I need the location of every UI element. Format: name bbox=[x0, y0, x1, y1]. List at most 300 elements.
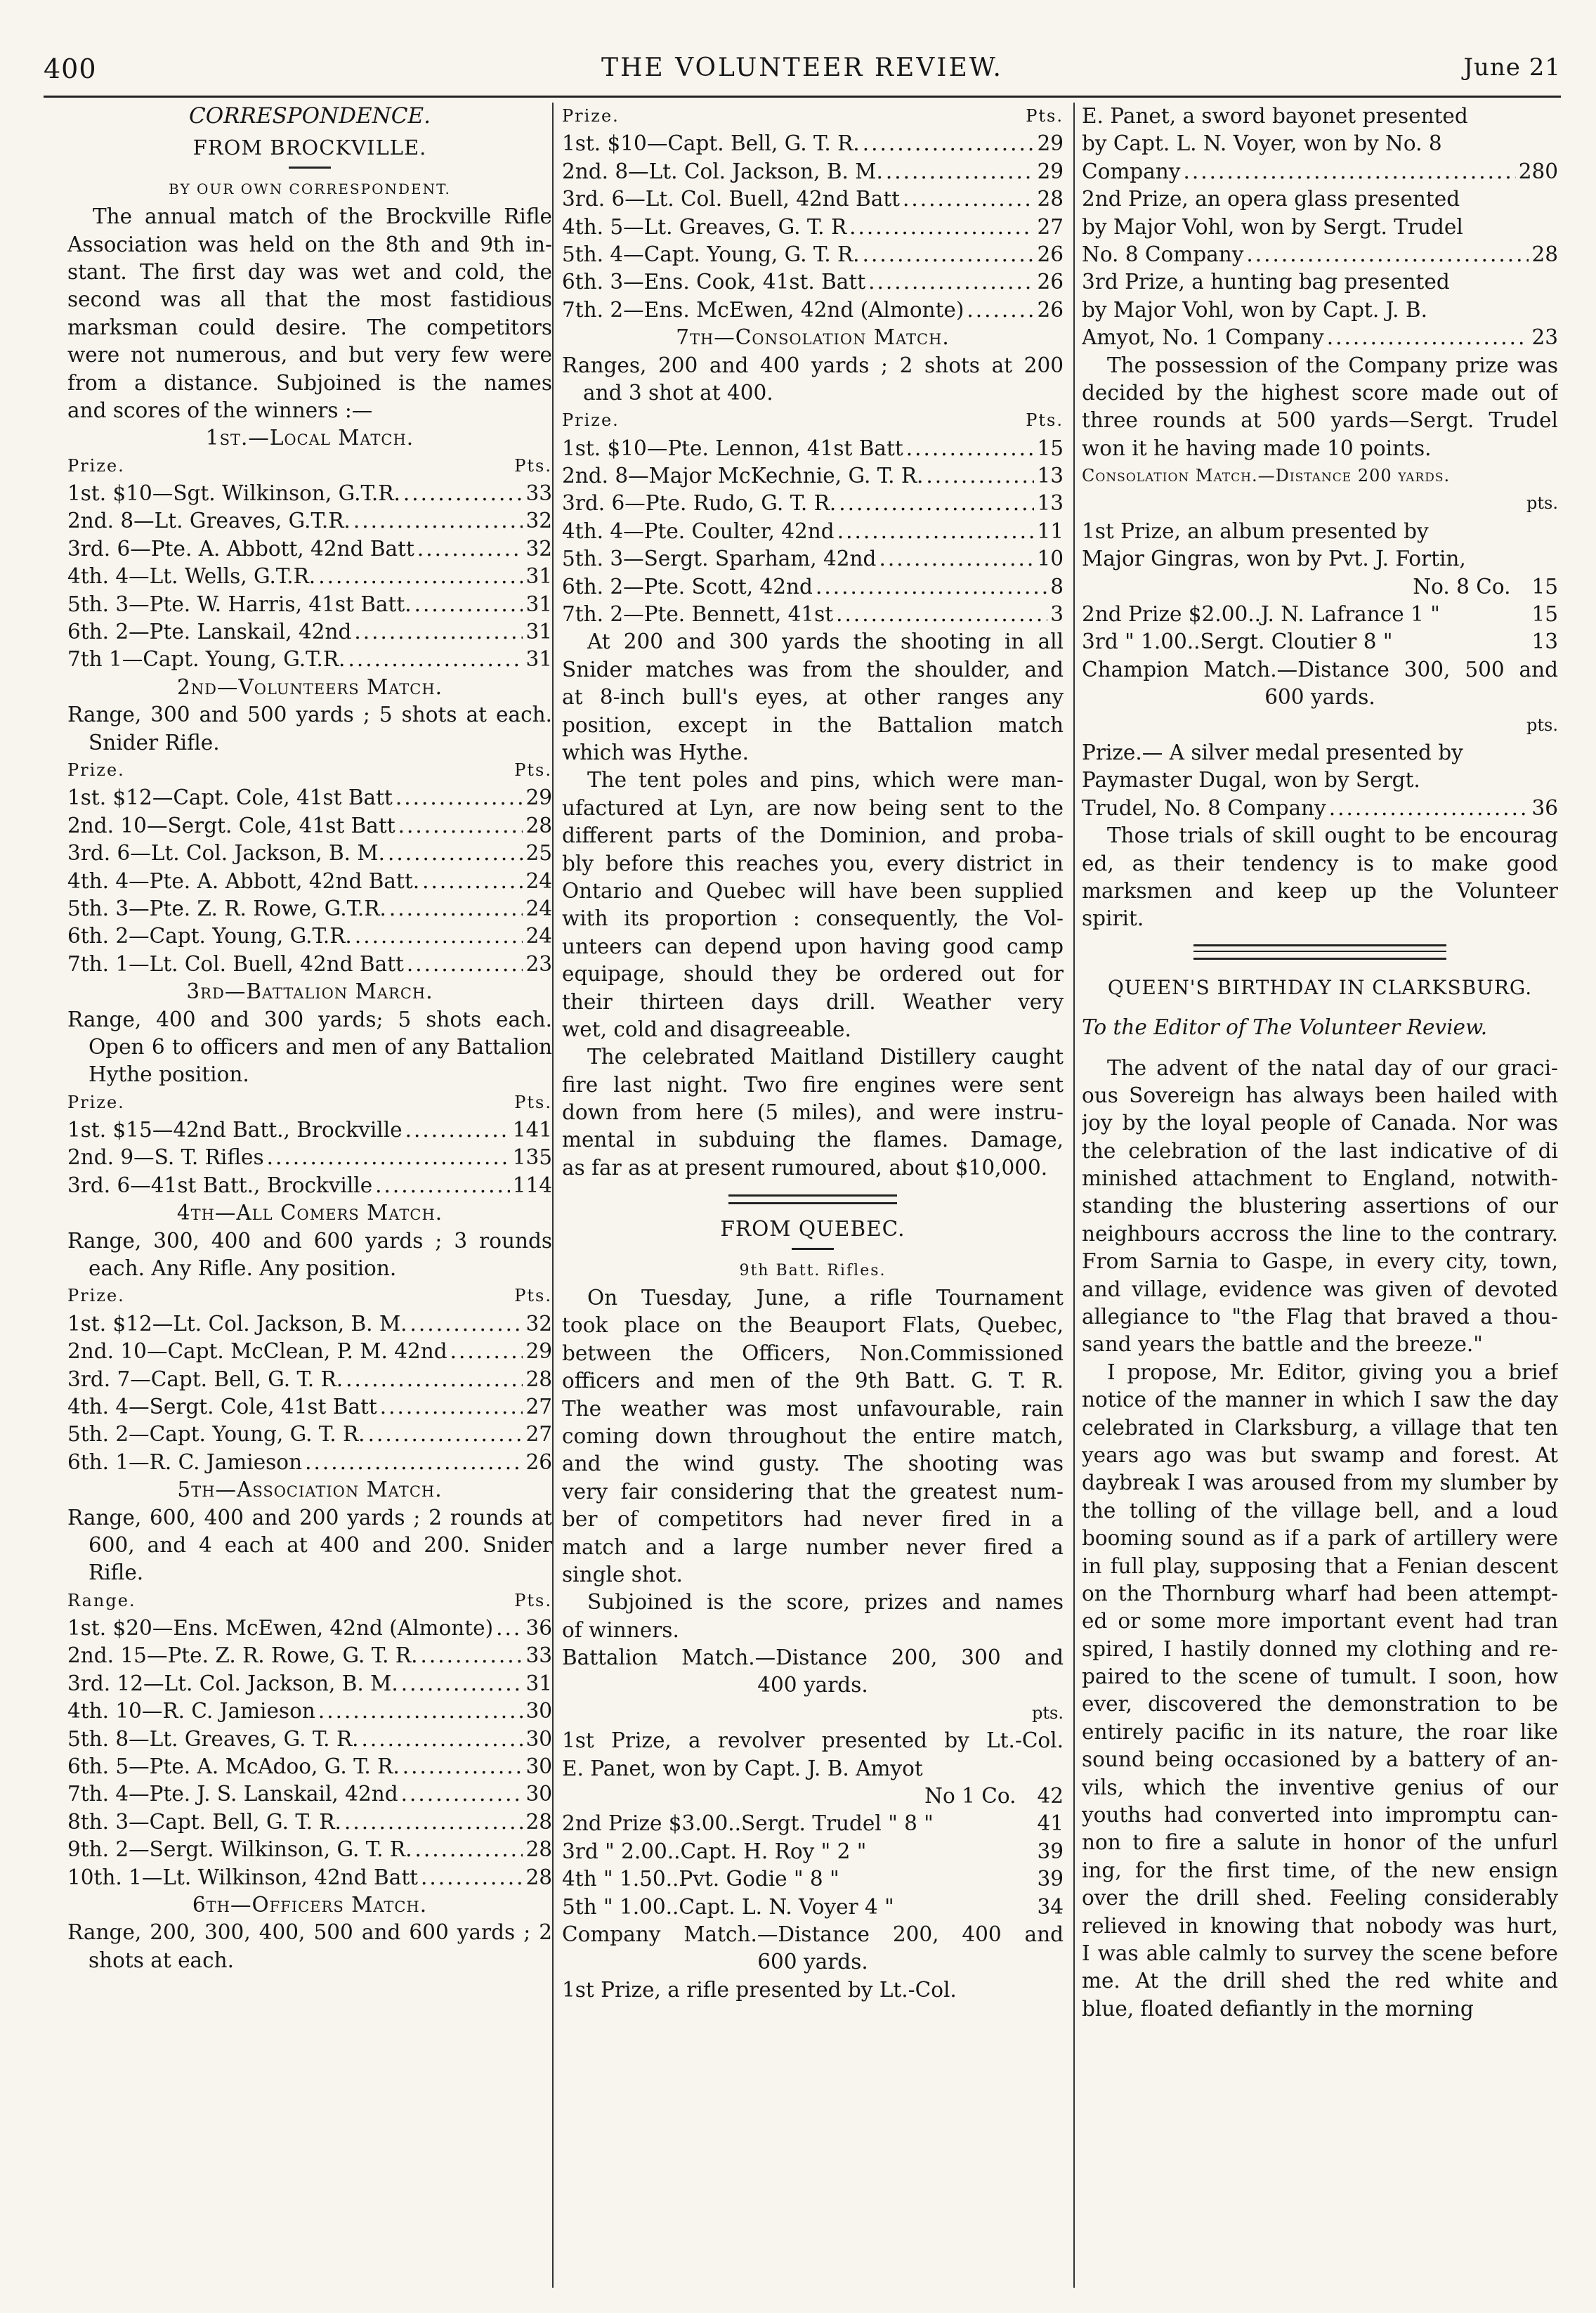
results-table bbox=[562, 130, 1064, 324]
entry-points: 31 bbox=[525, 1671, 552, 1695]
table-row bbox=[562, 214, 1064, 241]
text-line: booming sound as if a park of artillery were bbox=[1082, 1526, 1558, 1551]
entry-points: 28 bbox=[525, 1837, 552, 1862]
text-line: shots at each. bbox=[89, 1948, 235, 1972]
dot-leader bbox=[421, 1864, 523, 1891]
table-header: Prize. Pts. bbox=[67, 455, 552, 476]
entry-points: 39 bbox=[1037, 1839, 1064, 1863]
paragraph bbox=[562, 628, 1064, 767]
dot-leader bbox=[375, 1172, 510, 1199]
entry-label: Paymaster Dugal, won by Sergt. bbox=[1082, 768, 1420, 793]
dot-leader bbox=[1246, 241, 1529, 268]
header-rule bbox=[44, 96, 1561, 98]
spacer bbox=[1463, 214, 1558, 241]
entry-points: 29 bbox=[525, 786, 552, 810]
entry-label: 1st. $20—Ens. McEwen, 42nd (Almonte) bbox=[67, 1616, 494, 1641]
entry-points: 26 bbox=[1037, 270, 1064, 294]
article-subtitle: 9th Batt. Rifles. bbox=[739, 1261, 887, 1279]
text-line: match and a large number never fired a bbox=[562, 1535, 1064, 1559]
text-line: The annual match of the Brockville Rifle bbox=[93, 204, 552, 229]
entry-label: 4th. 4—Lt. Wells, G.T.R. bbox=[67, 564, 316, 589]
entry-points: 15 bbox=[1531, 574, 1558, 599]
entry-label: 7th 1—Capt. Young, G.T.R. bbox=[67, 647, 346, 672]
entry-points: 26 bbox=[525, 1449, 552, 1474]
text-line: allegiance to "the Flag that braved a thou- bbox=[1082, 1305, 1558, 1329]
text-line: and scores of the winners :— bbox=[67, 398, 373, 422]
text-line: at 8-inch bull's eyes, at other ranges any bbox=[562, 685, 1064, 710]
prize-row bbox=[1082, 573, 1558, 601]
spacer bbox=[1442, 130, 1558, 157]
results-table bbox=[67, 1615, 552, 1891]
entry-points: 8 bbox=[1050, 574, 1064, 599]
dot-leader bbox=[398, 812, 523, 840]
text-line: in full play, supposing that a Fenian descent bbox=[1082, 1553, 1558, 1578]
entry-points: 280 bbox=[1518, 159, 1558, 183]
points-label: pts. bbox=[1526, 493, 1558, 514]
prize-row bbox=[1082, 268, 1558, 296]
text-line: ing, for the first time, of the new ensign bbox=[1082, 1858, 1558, 1882]
entry-label: 2nd Prize, an opera glass presented bbox=[1082, 187, 1460, 211]
text-line: the tolling of the village bell, and a loud bbox=[1082, 1498, 1558, 1523]
prize-row bbox=[1082, 767, 1558, 794]
text-line: single shot. bbox=[562, 1562, 683, 1586]
entry-points: 13 bbox=[1037, 464, 1064, 488]
entry-label: 1st. $10—Sgt. Wilkinson, G.T.R. bbox=[67, 481, 400, 506]
match-title: 4th—All Comers Match. bbox=[176, 1201, 443, 1225]
dot-leader bbox=[395, 784, 523, 812]
text-line: ed or some more important event had tran bbox=[1082, 1609, 1558, 1634]
entry-label: 3rd. 12—Lt. Col. Jackson, B. M. bbox=[67, 1671, 398, 1695]
text-line: The advent of the natal day of our graci- bbox=[1107, 1055, 1558, 1080]
table-row bbox=[562, 518, 1064, 545]
entry-points: 30 bbox=[525, 1699, 552, 1724]
prize-table bbox=[1082, 518, 1558, 656]
table-header: Prize. Pts. bbox=[562, 106, 1064, 126]
entry-label: 7th. 1—Lt. Col. Buell, 42nd Batt bbox=[67, 951, 404, 976]
entry-points: 28 bbox=[1531, 242, 1558, 266]
table-row bbox=[67, 951, 552, 978]
entry-label: 2nd. 10—Sergt. Cole, 41st Batt bbox=[67, 813, 395, 838]
text-line: blue, floated defiantly in the morning bbox=[1082, 1996, 1474, 2021]
entry-label: 5th. 4—Capt. Young, G. T. R. bbox=[562, 242, 860, 266]
table-row bbox=[67, 1670, 552, 1698]
table-header: Prize. Pts. bbox=[562, 410, 1064, 431]
entry-points: 30 bbox=[525, 1782, 552, 1806]
entry-label: 3rd. 6—Lt. Col. Jackson, B. M. bbox=[67, 841, 385, 866]
text-line: The possession of the Company prize was bbox=[1107, 353, 1558, 377]
prize-row bbox=[1082, 158, 1558, 185]
text-line: fire last night. Two fire engines were sent bbox=[562, 1072, 1064, 1097]
entry-points: 30 bbox=[525, 1726, 552, 1751]
text-line: The weather was most unfavourable, rain bbox=[562, 1396, 1064, 1421]
text-line: Company Match.—Distance 200, 400 and bbox=[562, 1922, 1064, 1946]
table-row bbox=[67, 1310, 552, 1338]
entry-label: 3rd. 6—Lt. Col. Buell, 42nd Batt bbox=[562, 187, 901, 211]
text-line: three rounds at 500 yards—Sergt. Trudel bbox=[1082, 408, 1558, 433]
text-line: unteers can depend upon having good camp bbox=[562, 934, 1064, 958]
entry-label: 4th " 1.50..Pvt. Godie " 8 " bbox=[562, 1867, 839, 1891]
entry-label: Trudel, No. 8 Company bbox=[1082, 795, 1326, 820]
entry-points: 114 bbox=[512, 1173, 552, 1197]
entry-label: 2nd. 9—S. T. Rifles bbox=[67, 1145, 264, 1170]
entry-points: 13 bbox=[1531, 630, 1558, 654]
text-line: At 200 and 300 yards the shooting in all bbox=[587, 630, 1064, 654]
prize-row bbox=[1082, 601, 1558, 628]
dot-leader bbox=[422, 868, 523, 895]
prize-row bbox=[1082, 297, 1558, 324]
dot-leader bbox=[496, 1615, 523, 1642]
text-line: and the wind gusty. The shooting was bbox=[562, 1452, 1064, 1476]
dot-leader bbox=[836, 601, 1047, 628]
dot-leader bbox=[267, 1144, 510, 1171]
table-row bbox=[67, 1393, 552, 1421]
dot-leader bbox=[389, 895, 523, 923]
entry-points: 31 bbox=[525, 647, 552, 672]
byline: BY OUR OWN CORRESPONDENT. bbox=[169, 180, 451, 197]
entry-points: 29 bbox=[1037, 159, 1064, 183]
dot-leader bbox=[318, 1698, 523, 1725]
table-row bbox=[67, 1421, 552, 1448]
dot-leader bbox=[450, 1338, 523, 1365]
intro-paragraph bbox=[67, 203, 552, 424]
paragraph bbox=[1082, 1055, 1558, 1359]
text-line: their thirteen days drill. Weather very bbox=[562, 989, 1064, 1014]
entry-points: 31 bbox=[525, 620, 552, 644]
dot-leader bbox=[903, 185, 1034, 213]
entry-label: 1st. $15—42nd Batt., Brockville bbox=[67, 1118, 403, 1142]
table-row bbox=[67, 1366, 552, 1393]
entry-label: 1st Prize, an album presented by bbox=[1082, 519, 1429, 543]
running-head bbox=[44, 51, 1561, 94]
text-line: E. Panet, won by Capt. J. B. Amyot bbox=[562, 1756, 923, 1780]
entry-points: 15 bbox=[1531, 602, 1558, 627]
prize-table bbox=[1082, 739, 1558, 822]
text-line: and 3 shot at 400. bbox=[583, 380, 773, 405]
table-row bbox=[67, 618, 552, 646]
dot-leader bbox=[849, 214, 1034, 241]
table-header: Prize. Pts. bbox=[67, 760, 552, 780]
dot-leader bbox=[1329, 795, 1529, 822]
text-line: on the Thornburg wharf had been attempt- bbox=[1082, 1581, 1558, 1605]
text-line: won it he having made 10 points. bbox=[1082, 436, 1432, 460]
text-line: Subjoined is the score, prizes and names bbox=[587, 1590, 1064, 1615]
entry-label: 3rd " 1.00..Sergt. Cloutier 8 " bbox=[1082, 630, 1393, 654]
dot-leader bbox=[879, 545, 1034, 573]
entry-points: 141 bbox=[512, 1118, 552, 1142]
match-description: Consolation Match.—Distance 200 yards. bbox=[1082, 466, 1451, 486]
entry-points: 24 bbox=[525, 896, 552, 920]
table-row bbox=[562, 435, 1064, 462]
dot-leader bbox=[863, 241, 1035, 268]
text-line: Range, 300 and 500 yards ; 5 shots at each. bbox=[67, 703, 552, 727]
entry-label: 6th. 5—Pte. A. McAdoo, G. T. R. bbox=[67, 1754, 400, 1779]
spacer bbox=[1468, 103, 1558, 130]
text-line: ed, as their tendency is to make good bbox=[1082, 851, 1558, 875]
text-line: 400 yards. bbox=[757, 1673, 868, 1698]
points-label: pts. bbox=[1526, 715, 1558, 735]
text-line: marksman could desire. The competitors bbox=[67, 315, 552, 339]
text-line: I propose, Mr. Editor, giving you a brief bbox=[1107, 1360, 1558, 1384]
match-description bbox=[67, 1006, 552, 1089]
spacer bbox=[1440, 601, 1532, 628]
text-line: 600, and 4 each at 400 and 200. Snider bbox=[89, 1532, 552, 1557]
text-line: On Tuesday, June, a rifle Tournament bbox=[587, 1286, 1064, 1310]
entry-label: 2nd Prize $3.00..Sergt. Trudel " 8 " bbox=[562, 1811, 934, 1836]
table-row bbox=[67, 646, 552, 673]
text-line: ous Sovereign has always been hailed with bbox=[1082, 1083, 1558, 1107]
dot-leader bbox=[926, 462, 1034, 490]
spacer bbox=[1466, 545, 1558, 573]
issue-date: June 21 bbox=[1463, 53, 1561, 82]
table-row bbox=[67, 1780, 552, 1808]
table-row bbox=[562, 297, 1064, 324]
table-row bbox=[67, 923, 552, 950]
text-line: which was Hythe. bbox=[562, 740, 750, 764]
text-line: wet, cold and disagreeable. bbox=[562, 1017, 851, 1041]
results-table bbox=[67, 1310, 552, 1476]
table-row bbox=[562, 462, 1064, 490]
text-line: Those trials of skill ought to be encourag bbox=[1107, 823, 1558, 848]
text-line: ever, discovered the demonstration to be bbox=[1082, 1692, 1558, 1716]
text-line: The celebrated Maitland Distillery caught bbox=[587, 1045, 1064, 1069]
entry-label: 3rd. 7—Capt. Bell, G. T. R. bbox=[67, 1367, 344, 1391]
entry-label: 7th. 4—Pte. J. S. Lanskail, 42nd bbox=[67, 1782, 398, 1806]
prize-row bbox=[1082, 518, 1558, 545]
text-line: second was all that the most fastidious bbox=[67, 287, 552, 312]
results-table bbox=[562, 435, 1064, 629]
table-row bbox=[67, 784, 552, 812]
title-rule bbox=[792, 1248, 834, 1250]
table-row bbox=[562, 545, 1064, 573]
table-row bbox=[67, 1338, 552, 1365]
text-line: ber of competitors had never fired in a bbox=[562, 1507, 1064, 1532]
section-title: CORRESPONDENCE. bbox=[189, 103, 431, 129]
entry-points: 28 bbox=[525, 1865, 552, 1889]
text-line: entirely pacific in its nature, the roar like bbox=[1082, 1719, 1558, 1744]
text-line: 1st Prize, a revolver presented by Lt.-Col. bbox=[562, 1728, 1064, 1753]
dot-leader bbox=[863, 130, 1035, 157]
text-line: paired to the scene of tumult. I soon, how bbox=[1082, 1664, 1558, 1689]
entry-points: 26 bbox=[1037, 297, 1064, 322]
dot-leader bbox=[906, 435, 1035, 462]
entry-label: 6th. 2—Capt. Young, G.T.R. bbox=[67, 924, 352, 949]
dot-leader bbox=[401, 1670, 523, 1698]
prize-row bbox=[1082, 185, 1558, 213]
table-row bbox=[562, 490, 1064, 517]
publication-title: THE VOLUNTEER REVIEW. bbox=[601, 53, 1003, 82]
table-row bbox=[67, 840, 552, 867]
text-line: The tent poles and pins, which were man- bbox=[587, 768, 1064, 793]
entry-label: 3rd " 2.00..Capt. H. Roy " 2 " bbox=[562, 1839, 867, 1863]
match-description bbox=[562, 352, 1064, 408]
text-line: Snider Rifle. bbox=[89, 730, 220, 755]
prize-row bbox=[1082, 103, 1558, 130]
spacer bbox=[1463, 739, 1558, 767]
entry-label: by Capt. L. N. Voyer, won by No. 8 bbox=[1082, 131, 1442, 156]
text-line: and village, evidence was given of devoted bbox=[1082, 1277, 1558, 1301]
dot-leader bbox=[414, 591, 523, 618]
entry-points: 27 bbox=[525, 1394, 552, 1419]
table-row bbox=[67, 868, 552, 895]
entry-label: 4th. 4—Pte. Coulter, 42nd bbox=[562, 519, 835, 543]
text-line: Association was held on the 8th and 9th in- bbox=[67, 232, 552, 256]
entry-label: Prize.— A silver medal presented by bbox=[1082, 740, 1463, 764]
entry-points: 11 bbox=[1037, 519, 1064, 543]
text-line: spired, I hastily donned my clothing and re- bbox=[1082, 1636, 1558, 1661]
match-title: 5th—Association Match. bbox=[177, 1478, 443, 1502]
column-2 bbox=[562, 103, 1064, 2288]
entry-points: 36 bbox=[1531, 795, 1558, 820]
text-line: each. Any Rifle. Any position. bbox=[89, 1256, 397, 1281]
entry-points: 26 bbox=[1037, 242, 1064, 266]
text-line: the celebration of the last indicative of di bbox=[1082, 1138, 1558, 1163]
match-title: 2nd—Volunteers Match. bbox=[176, 675, 443, 699]
paragraph bbox=[1082, 352, 1558, 463]
table-row bbox=[67, 1449, 552, 1476]
title-rule bbox=[289, 167, 331, 169]
text-line: between the Officers, Non.Commissioned bbox=[562, 1341, 1064, 1365]
entry-points: 34 bbox=[1037, 1894, 1064, 1919]
prize-row bbox=[1082, 795, 1558, 822]
entry-label: 7th. 2—Ens. McEwen, 42nd (Almonte) bbox=[562, 297, 964, 322]
text-line: took place on the Beauport Flats, Quebec, bbox=[562, 1313, 1064, 1338]
dot-leader bbox=[415, 1836, 523, 1863]
spacer bbox=[1393, 628, 1532, 656]
entry-points: 10 bbox=[1037, 547, 1064, 571]
entry-label: Company bbox=[1082, 159, 1181, 183]
entry-label: 3rd. 6—41st Batt., Brockville bbox=[67, 1173, 373, 1197]
text-line: Ontario and Quebec will have been supplied bbox=[562, 878, 1064, 903]
table-header: Prize. Pts. bbox=[67, 1092, 552, 1112]
table-row bbox=[67, 1116, 552, 1144]
spacer bbox=[866, 1838, 1037, 1865]
entry-label: 2nd. 15—Pte. Z. R. Rowe, G. T. R. bbox=[67, 1643, 418, 1668]
dot-leader bbox=[353, 507, 523, 535]
prize-table bbox=[1082, 103, 1558, 352]
text-line: different parts of the Dominion, and proba- bbox=[562, 823, 1064, 848]
text-line: spirit. bbox=[1082, 906, 1144, 931]
text-line: Range, 400 and 300 yards; 5 shots each. bbox=[67, 1007, 552, 1031]
column-1 bbox=[67, 103, 552, 2288]
text-line: neighbours accross the line to the contrary. bbox=[1082, 1221, 1558, 1246]
dot-leader bbox=[305, 1449, 523, 1476]
paragraph bbox=[1082, 822, 1558, 933]
match-description bbox=[562, 1921, 1064, 1976]
spacer bbox=[934, 1810, 1038, 1837]
table-row bbox=[67, 563, 552, 590]
column-rule-2 bbox=[1073, 103, 1075, 2288]
dot-leader bbox=[403, 1753, 523, 1780]
entry-label: 6th. 1—R. C. Jamieson bbox=[67, 1449, 303, 1474]
entry-label: 5th. 8—Lt. Greaves, G. T. R. bbox=[67, 1726, 359, 1751]
match-title: 1st.—Local Match. bbox=[205, 426, 414, 450]
table-row bbox=[67, 1809, 552, 1836]
table-row bbox=[67, 535, 552, 563]
table-row bbox=[67, 480, 552, 507]
text-line: decided by the highest score made out of bbox=[1082, 380, 1558, 405]
dot-leader bbox=[354, 618, 523, 646]
match-description bbox=[1082, 656, 1558, 712]
text-line: Champion Match.—Distance 300, 500 and bbox=[1082, 657, 1558, 682]
entry-points: 29 bbox=[525, 1339, 552, 1364]
paragraph bbox=[562, 1043, 1064, 1182]
dot-leader bbox=[344, 1809, 523, 1836]
results-table bbox=[67, 1116, 552, 1199]
text-line: of winners. bbox=[562, 1617, 679, 1642]
dot-leader bbox=[405, 1116, 510, 1144]
entry-points: 41 bbox=[1037, 1811, 1064, 1836]
text-line: Rifle. bbox=[89, 1561, 144, 1585]
prize-entry bbox=[562, 1727, 1064, 1783]
dot-leader bbox=[362, 1726, 523, 1753]
dot-leader bbox=[886, 158, 1035, 185]
entry-label: 4th. 5—Lt. Greaves, G. T. R bbox=[562, 214, 847, 239]
entry-label: 5th. 3—Sergt. Sparham, 42nd bbox=[562, 547, 877, 571]
table-header: Prize. Pts. bbox=[67, 1286, 552, 1306]
table-row bbox=[562, 185, 1064, 213]
table-row bbox=[562, 573, 1064, 601]
table-row bbox=[562, 268, 1064, 296]
entry-points: 29 bbox=[1037, 131, 1064, 156]
dot-leader bbox=[420, 1642, 523, 1669]
entry-points: 28 bbox=[525, 1367, 552, 1391]
points-label: pts. bbox=[1032, 1702, 1064, 1723]
text-line: I was able calmly to survey the scene before bbox=[1082, 1941, 1558, 1965]
match-title: 6th—Officers Match. bbox=[192, 1893, 428, 1917]
entry-label: No. 8 Co. bbox=[1413, 574, 1511, 599]
entry-label: 1st. $12—Capt. Cole, 41st Batt bbox=[67, 786, 393, 810]
table-row bbox=[67, 1698, 552, 1725]
dot-leader bbox=[318, 563, 523, 590]
prize-row bbox=[1082, 545, 1558, 573]
text-line: Open 6 to officers and men of any Battalion bbox=[89, 1034, 552, 1059]
text-line: with its proportion : consequently, the Vol- bbox=[562, 906, 1064, 931]
text-line: ufactured at Lyn, are now being sent to the bbox=[562, 795, 1064, 820]
entry-label: 6th. 2—Pte. Lanskail, 42nd bbox=[67, 620, 352, 644]
entry-label: 3rd. 6—Pte. A. Abbott, 42nd Batt bbox=[67, 536, 414, 561]
column-rule-1 bbox=[552, 103, 554, 2288]
entry-label: 4th. 10—R. C. Jamieson bbox=[67, 1699, 315, 1724]
dot-leader bbox=[417, 535, 523, 563]
table-row bbox=[67, 591, 552, 618]
text-line: relieved in knowing that nobody was hurt, bbox=[1082, 1913, 1558, 1938]
prize-row bbox=[562, 1894, 1064, 1921]
spacer bbox=[1460, 185, 1558, 213]
prize-row bbox=[562, 1865, 1064, 1893]
table-row bbox=[67, 507, 552, 535]
results-table bbox=[67, 480, 552, 674]
prize-row bbox=[562, 1838, 1064, 1865]
text-line: down from here (5 miles), and were instru- bbox=[562, 1100, 1064, 1125]
salutation: To the Editor of The Volunteer Review. bbox=[1082, 1015, 1488, 1040]
entry-label: No. 8 Company bbox=[1082, 242, 1244, 266]
table-row bbox=[67, 1836, 552, 1863]
dot-leader bbox=[1327, 324, 1529, 351]
entry-points: 15 bbox=[1037, 436, 1064, 460]
text-line: standing the blustering assertions of our bbox=[1082, 1194, 1558, 1218]
text-line: non to fire a salute in honor of the unfurl bbox=[1082, 1830, 1558, 1855]
dot-leader bbox=[837, 518, 1035, 545]
entry-label: Major Gingras, won by Pvt. J. Fortin, bbox=[1082, 547, 1466, 571]
text-line: joy by the loyal people of Canada. Nor was bbox=[1082, 1111, 1558, 1135]
page-number: 400 bbox=[44, 53, 97, 84]
entry-label: 1st. $10—Pte. Lennon, 41st Batt bbox=[562, 436, 903, 460]
entry-label: 1st. $12—Lt. Col. Jackson, B. M. bbox=[67, 1311, 407, 1336]
entry-label: 2nd. 8—Lt. Col. Jackson, B. M. bbox=[562, 159, 883, 183]
entry-points: 32 bbox=[525, 1311, 552, 1336]
entry-points: 31 bbox=[525, 564, 552, 589]
entry-label: 6th. 3—Ens. Cook, 41st. Batt bbox=[562, 270, 866, 294]
